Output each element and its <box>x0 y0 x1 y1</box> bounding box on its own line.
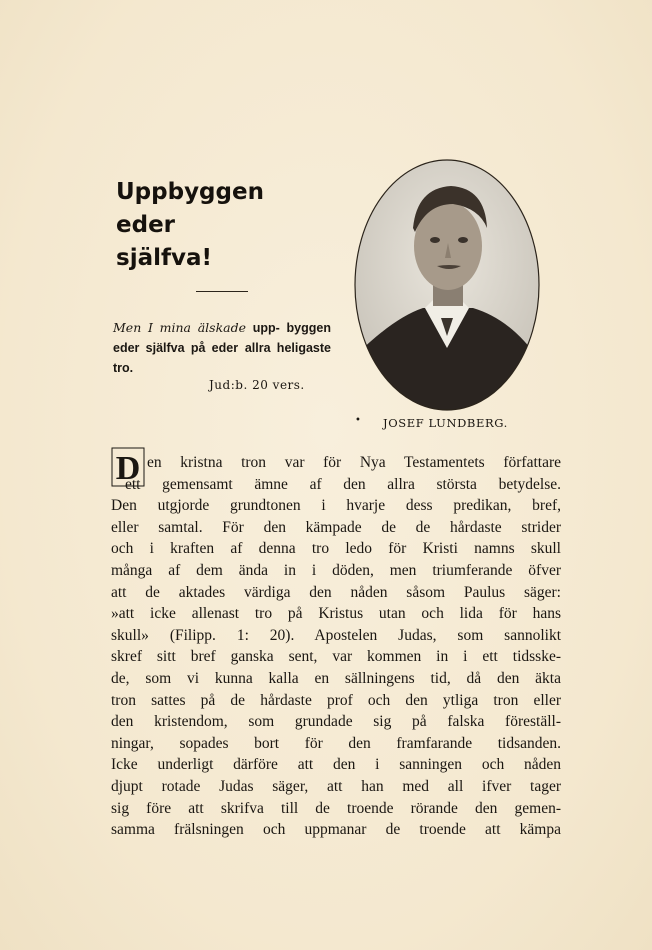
epigraph-italic: Men I mina älskade <box>113 320 246 335</box>
drop-cap-letter: D <box>115 450 141 487</box>
body-line: ningar, sopades bort för den framfarande tidsanden. <box>111 734 561 752</box>
chapter-title-line-3: själfva! <box>116 245 212 271</box>
epigraph-bold-2: byggen eder själfva på eder <box>113 321 331 355</box>
body-line: »att icke allenast tro på Kristus utan och lida för hans <box>111 605 561 623</box>
body-line: den kristendom, som grundade sig på falska föreställ- <box>111 713 561 731</box>
chapter-title-line-1: Uppbyggen <box>116 179 264 205</box>
epigraph-reference: Jud:b. 20 vers. <box>209 378 305 392</box>
body-paragraph <box>111 452 561 841</box>
caption-bullet: • <box>355 415 361 426</box>
body-line: skref sitt bref ganska sent, var kommen in i ett tidsske- <box>111 648 561 666</box>
body-line: Icke underligt därföre att den i sanningen och nåden <box>111 756 561 774</box>
body-line: samma frälsningen och uppmanar de troende att kämpa <box>111 821 561 839</box>
portrait-photo <box>353 158 541 412</box>
body-line: och i kraften af denna tro ledo för Kristi namns skull <box>111 540 561 558</box>
epigraph-bold-3: allra heligaste tro. <box>113 341 331 375</box>
epigraph <box>113 318 331 378</box>
body-line: de, som vi kunna kalla en sällningens tid, då den äkta <box>111 669 561 687</box>
chapter-title-line-2: eder <box>116 212 176 238</box>
body-line: många af dem ända in i döden, men triumferande öfver <box>111 561 561 579</box>
body-line: djupt rotade Judas säger, att han med all ifver tager <box>111 777 561 795</box>
body-line: tron sattes på de hårdaste prof och den ytliga tron eller <box>111 691 561 709</box>
body-line: en kristna tron var för Nya Testamentets författare <box>147 454 561 471</box>
body-line: eller samtal. För den kämpade de de hårdaste strider <box>111 518 561 536</box>
body-line: Den utgjorde grundtonen i hvarje dess predikan, bref, <box>111 497 561 515</box>
chapter-title <box>116 176 346 275</box>
body-line: ett gemensamt ämne af den allra största betydelse. <box>125 475 561 493</box>
title-divider <box>196 291 248 292</box>
portrait-caption: JOSEF LUNDBERG. <box>383 416 508 430</box>
body-line: att de aktades värdiga den nåden såsom Paulus säger: <box>111 583 561 601</box>
body-line: sig före att skrifva till de troende rörande den gemen- <box>111 799 561 817</box>
epigraph-bold-1: upp- <box>252 321 280 335</box>
body-line: skull» (Filipp. 1: 20). Apostelen Judas, som sannolikt <box>111 626 561 644</box>
